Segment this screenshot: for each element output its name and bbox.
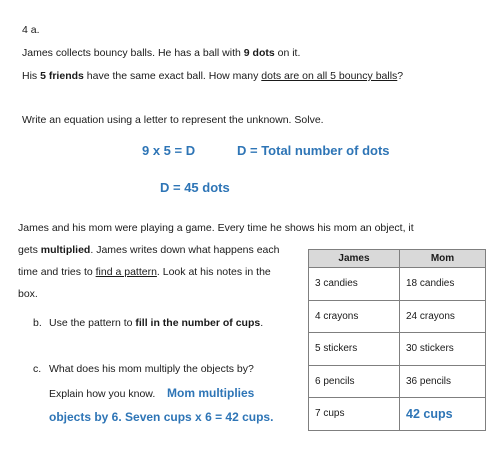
- table-row: [309, 300, 486, 333]
- column-header-james: James: [309, 250, 400, 268]
- underlined-text: find a pattern: [95, 266, 157, 278]
- problem-text-line-2: [22, 70, 403, 82]
- text: gets: [18, 244, 41, 256]
- table-row: [309, 333, 486, 366]
- part-c-question-line-1: What does his mom multiply the objects by?: [49, 363, 254, 375]
- part-c-label: c.: [33, 363, 42, 375]
- text: .: [260, 317, 264, 329]
- text: . James writes down what happens each: [90, 244, 280, 256]
- text: time and tries to: [18, 266, 96, 278]
- part-b-label: b.: [33, 317, 42, 329]
- column-header-mom: Mom: [400, 250, 486, 268]
- notes-table: [308, 249, 486, 431]
- problem-label: 4 a.: [22, 24, 40, 36]
- pattern-intro-line-3: [18, 266, 271, 278]
- part-b-question: [49, 317, 263, 329]
- text: Use the pattern to: [49, 317, 136, 329]
- pattern-intro-line-4: box.: [18, 288, 38, 300]
- table-cell-answer: 42 cups: [400, 398, 486, 431]
- table-cell: 5 stickers: [309, 333, 400, 366]
- table-row: [309, 398, 486, 431]
- problem-text-line-1: [22, 47, 300, 59]
- table-row: [309, 365, 486, 398]
- pattern-intro-line-2: [18, 244, 279, 256]
- table-cell: 6 pencils: [309, 365, 400, 398]
- table-cell: 4 crayons: [309, 300, 400, 333]
- table-cell: 30 stickers: [400, 333, 486, 366]
- table-cell: 24 crayons: [400, 300, 486, 333]
- table-row: [309, 268, 486, 301]
- bold-text: 9 dots: [243, 47, 275, 59]
- text: James collects bouncy balls. He has a ball with: [22, 47, 244, 59]
- table-header-row: [309, 250, 486, 268]
- table-cell: 36 pencils: [400, 365, 486, 398]
- part-c-question-line-2: Explain how you know.: [49, 388, 156, 400]
- part-c-answer-line-1: Mom multiplies: [167, 386, 255, 400]
- instruction-text: Write an equation using a letter to represent the unknown. Solve.: [22, 114, 324, 126]
- table-cell: 18 candies: [400, 268, 486, 301]
- bold-text: multiplied: [40, 244, 91, 256]
- table-cell: 7 cups: [309, 398, 400, 431]
- variable-definition: D = Total number of dots: [237, 143, 390, 158]
- text: ?: [397, 70, 404, 82]
- text: on it.: [274, 47, 301, 59]
- pattern-intro-line-1: James and his mom were playing a game. Every time he shows his mom an object, it: [18, 222, 414, 234]
- bold-text: fill in the number of cups: [135, 317, 261, 329]
- underlined-text: dots are on all 5 bouncy balls: [261, 70, 398, 82]
- bold-text: 5 friends: [40, 70, 84, 82]
- part-c-answer-line-2: objects by 6. Seven cups x 6 = 42 cups.: [49, 410, 274, 424]
- text: . Look at his notes in the: [156, 266, 271, 278]
- solution-answer: D = 45 dots: [160, 180, 230, 195]
- text: His: [22, 70, 41, 82]
- table-cell: 3 candies: [309, 268, 400, 301]
- text: have the same exact ball. How many: [83, 70, 262, 82]
- equation-answer: 9 x 5 = D: [142, 143, 196, 158]
